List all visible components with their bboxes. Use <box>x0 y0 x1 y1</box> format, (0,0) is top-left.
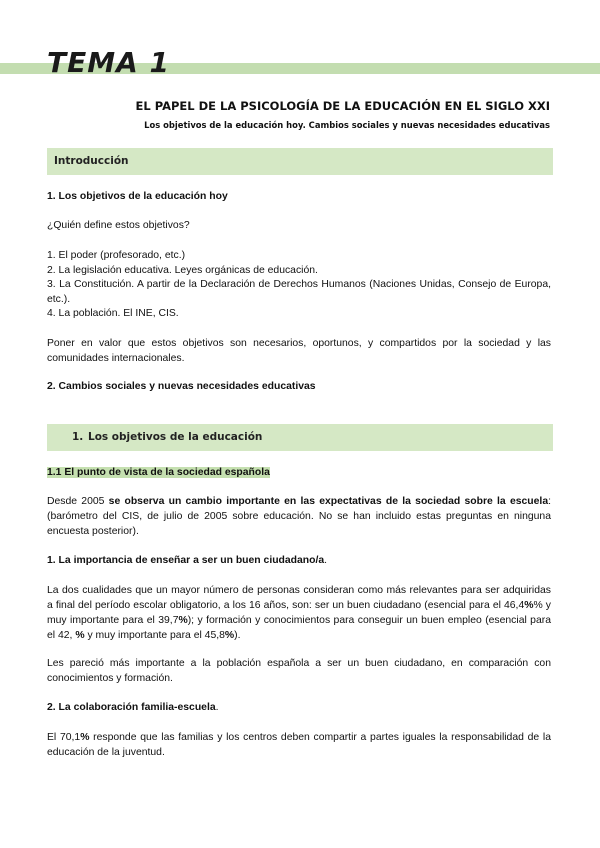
point-2-heading <box>47 700 551 715</box>
heading-objetivos: 1. Los objetivos de la educación hoy <box>47 191 228 202</box>
intro-paragraph: Poner en valor que estos objetivos son necesarios, oportunos, y compartidos por la sociedad y las comunidades internacionales. <box>47 338 551 364</box>
section-1-band <box>47 424 553 451</box>
p1-end: : (barómetro del CIS, de julio de 2005 sobre educación. No se han incluido estas preguntas en ninguna encuesta posterior). <box>47 496 551 537</box>
list-item: 2. La legislación educativa. Leyes orgánicas de educación. <box>47 265 318 276</box>
p-part: El 70,1 <box>47 732 81 743</box>
intro-band-label: Introducción <box>54 155 129 167</box>
point-2-paragraph <box>47 730 551 760</box>
p-part: ); y formación y conocimientos para conseguir un buen empleo (esencial para el 42, <box>47 615 551 641</box>
document-title: EL PAPEL DE LA PSICOLOGÍA DE LA EDUCACIÓN EN EL SIGLO XXI <box>135 99 550 113</box>
pct-symbol: % <box>75 630 85 641</box>
question-text: ¿Quién define estos objetivos? <box>47 220 190 231</box>
point-2-heading-dot: . <box>215 702 219 713</box>
point-2-heading-text: 2. La colaboración familia-escuela <box>47 702 216 713</box>
paragraph-desde-2005 <box>47 494 551 539</box>
list-item: 1. El poder (profesorado, etc.) <box>47 250 186 261</box>
pct-symbol: % <box>80 732 90 743</box>
tema-title: TEMA 1 <box>47 46 170 79</box>
list-item: 4. La población. El INE, CIS. <box>47 308 179 319</box>
subheading-punto-de-vista <box>47 465 551 480</box>
section-1-number: 1. <box>72 431 84 443</box>
pct-symbol: % <box>224 630 235 641</box>
p-part: responde que las familias y los centros deben compartir a partes iguales la responsabilidad de la educación de la juventud. <box>47 732 551 758</box>
section-1-label: Los objetivos de la educación <box>88 431 263 443</box>
p-part: ). <box>234 630 241 641</box>
pct-symbol: % <box>178 615 188 626</box>
p-part: La dos cualidades que un mayor número de personas consideran como más relevantes para ser adquiridas a final del período escolar obligatorio, a los 16 años, son: ser un buen ciudadano (esencial para el 46,4 <box>47 585 551 611</box>
p-part: % y muy importante para el 39,7 <box>47 600 552 626</box>
point-1-paragraph-2: Les pareció más importante a la población española a ser un buen ciudadano, en comparación con conocimientos y formación. <box>47 658 551 684</box>
point-1-paragraph <box>47 583 551 643</box>
highlighted-subheading: 1.1 El punto de vista de la sociedad española <box>47 467 270 478</box>
point-1-heading-text: 1. La importancia de enseñar a ser un buen ciudadano/a <box>47 555 325 566</box>
point-1-heading <box>47 553 551 568</box>
p-part: % <box>524 600 534 611</box>
p1-start: Desde 2005 <box>47 496 109 507</box>
document-subtitle: Los objetivos de la educación hoy. Cambios sociales y nuevas necesidades educativas <box>144 120 550 130</box>
list-item: 3. La Constitución. A partir de la Declaración de Derechos Humanos (Naciones Unidas, Consejo de Europa, etc.). <box>47 279 551 305</box>
p1-bold: se observa un cambio importante en las expectativas de la sociedad sobre la escuela <box>108 496 549 507</box>
p-part: y muy importante para el 45,8 <box>84 630 225 641</box>
intro-section-band <box>47 148 553 175</box>
point-1-heading-dot: . <box>324 555 328 566</box>
heading-cambios: 2. Cambios sociales y nuevas necesidades educativas <box>47 381 316 392</box>
